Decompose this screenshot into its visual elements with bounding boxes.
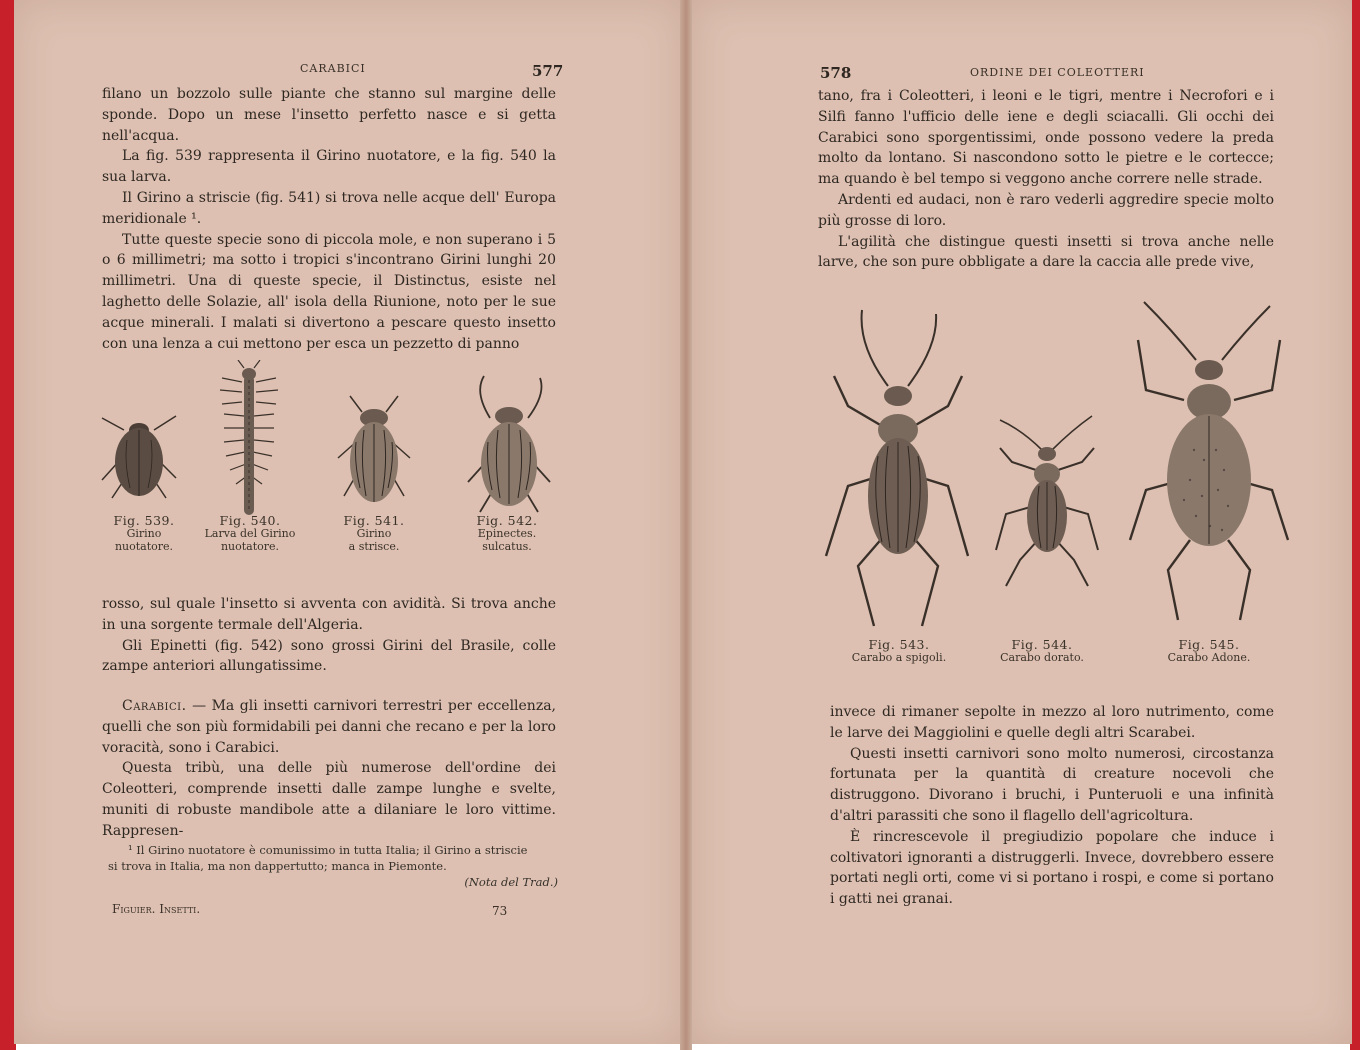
paragraph: rosso, sul quale l'insetto si avventa con avidità. Si trova anche in una sorgente termale dell'Algeria.	[102, 596, 556, 633]
paragraph: La fig. 539 rappresenta il Girino nuotatore, e la fig. 540 la sua larva.	[102, 148, 556, 186]
paragraph: filano un bozzolo sulle piante che stanno sul margine delle sponde. Dopo un mese l'insetto perfetto nasce e si getta nell'acqua.	[102, 86, 556, 144]
caption-line: a strisce.	[348, 540, 400, 553]
right-page	[692, 0, 1352, 1044]
right-running-head: ORDINE DEI COLEOTTERI	[970, 66, 1145, 79]
figure-number: Fig. 545.	[1178, 637, 1240, 652]
figure-541-caption	[324, 514, 424, 553]
figure-542-beetle-illustration	[454, 372, 564, 522]
figure-number: Fig. 540.	[219, 513, 281, 528]
figure-539-caption	[94, 514, 194, 553]
caption-line: Carabo Adone.	[1167, 651, 1251, 664]
right-text-top	[818, 86, 1274, 273]
figure-539-beetle-illustration	[94, 400, 184, 512]
caption-line: Carabo a spigoli.	[851, 651, 947, 664]
paragraph: Gli Epinetti (fig. 542) sono grossi Girini del Brasile, colle zampe anteriori allungatissime.	[102, 637, 556, 675]
paragraph: L'agilità che distingue questi insetti si trova anche nelle larve, che son pure obbligate a dare la caccia alle prede vive,	[818, 233, 1274, 271]
footer-title: Figuier. Insetti.	[112, 902, 201, 916]
caption-line: Carabo dorato.	[1000, 651, 1084, 664]
left-text-bottom	[102, 696, 556, 842]
footnote-source: (Nota del Trad.)	[464, 875, 558, 889]
book-gutter	[680, 0, 692, 1050]
figure-544-carabid-illustration	[992, 410, 1102, 590]
section-heading: Carabici.	[122, 698, 187, 714]
caption-line: sulcatus.	[482, 540, 532, 553]
figure-number: Fig. 542.	[476, 513, 538, 528]
paragraph: — Ma gli insetti carnivori terrestri per eccellenza, quelli che son più formidabili pei danni che recano e per la loro voracità, sono i Carabici.	[102, 698, 556, 756]
caption-line: nuotatore.	[114, 540, 174, 553]
paragraph: invece di rimaner sepolte in mezzo al loro nutrimento, come le larve dei Maggiolini e quelle degli altri Scarabei.	[830, 704, 1274, 741]
footnote-line: si trova in Italia, ma non dappertutto; manca in Piemonte.	[108, 859, 447, 873]
left-text-top	[102, 84, 556, 354]
figure-number: Fig. 541.	[343, 513, 405, 528]
paragraph: Ardenti ed audaci, non è raro vederli aggredire specie molto più grosse di loro.	[818, 191, 1274, 229]
paragraph: È rincrescevole il pregiudizio popolare che induce i coltivatori ignoranti a distruggerli. Invece, dovrebbero essere portati negli orti, come vi si portano i rospi, e come si portano i gatti nei granai.	[830, 828, 1274, 908]
caption-line: Epinectes.	[477, 527, 537, 540]
figure-545-carabid-illustration	[1124, 300, 1294, 624]
figure-541-beetle-illustration	[324, 392, 424, 514]
paragraph: tano, fra i Coleotteri, i leoni e le tigri, mentre i Necrofori e i Silfi fanno l'ufficio delle iene e degli sciacalli. Gli occhi dei Carabici sono sporgentissimi, onde possono vedere la preda molto da lontano. Si nascondono sotto le pietre e le cortecce; ma quando è bel tempo si veggono anche correre nelle strade.	[818, 88, 1274, 188]
figure-number: Fig. 539.	[113, 513, 175, 528]
figure-543-caption	[834, 638, 964, 664]
right-text-bottom	[830, 702, 1274, 910]
paragraph: Tutte queste specie sono di piccola mole, e non superano i 5 o 6 millimetri; ma sotto i tropici s'incontrano Girini lunghi 20 millimetri. Una di queste specie, il Distinctus, esiste nel laghetto delle Solazie, all' isola della Riunione, noto per le sue acque minerali. I malati si divertono a pescare questo insetto con una lenza a cui mettono per esca un pezzetto di panno	[102, 231, 556, 352]
figure-number: Fig. 544.	[1011, 637, 1073, 652]
paragraph: Questa tribù, una delle più numerose dell'ordine dei Coleotteri, comprende insetti dalle zampe lunghe e svelte, muniti di robuste mandibole atte a dilaniare le loro vittime. Rappresen-	[102, 760, 556, 839]
footnote	[108, 842, 558, 890]
caption-line: Girino	[126, 527, 162, 540]
figure-543-carabid-illustration	[818, 306, 978, 630]
left-text-mid	[102, 594, 556, 677]
caption-line: Larva del Girino	[204, 527, 296, 540]
paragraph: Il Girino a striscie (fig. 541) si trova nelle acque dell' Europa meridionale ¹.	[102, 189, 556, 227]
signature-number: 73	[492, 904, 508, 918]
left-page	[14, 0, 682, 1044]
paragraph: Questi insetti carnivori sono molto numerosi, circostanza fortunata per la quantità di creature nocevoli che distruggono. Divorano i bruchi, i Punteruoli e una infinità d'altri parassiti che sono il flagello dell'agricoltura.	[830, 745, 1274, 824]
left-page-number: 577	[532, 62, 564, 80]
figure-544-caption	[982, 638, 1102, 664]
figure-542-caption	[454, 514, 560, 553]
caption-line: Girino	[356, 527, 392, 540]
figure-545-caption	[1144, 638, 1274, 664]
left-running-head: CARABICI	[300, 62, 366, 75]
figure-540-caption	[194, 514, 306, 553]
caption-line: nuotatore.	[220, 540, 280, 553]
footnote-line: ¹ Il Girino nuotatore è comunissimo in tutta Italia; il Girino a striscie	[128, 843, 528, 857]
figure-number: Fig. 543.	[868, 637, 930, 652]
right-page-number: 578	[820, 64, 852, 82]
figure-540-larva-illustration	[214, 360, 284, 520]
